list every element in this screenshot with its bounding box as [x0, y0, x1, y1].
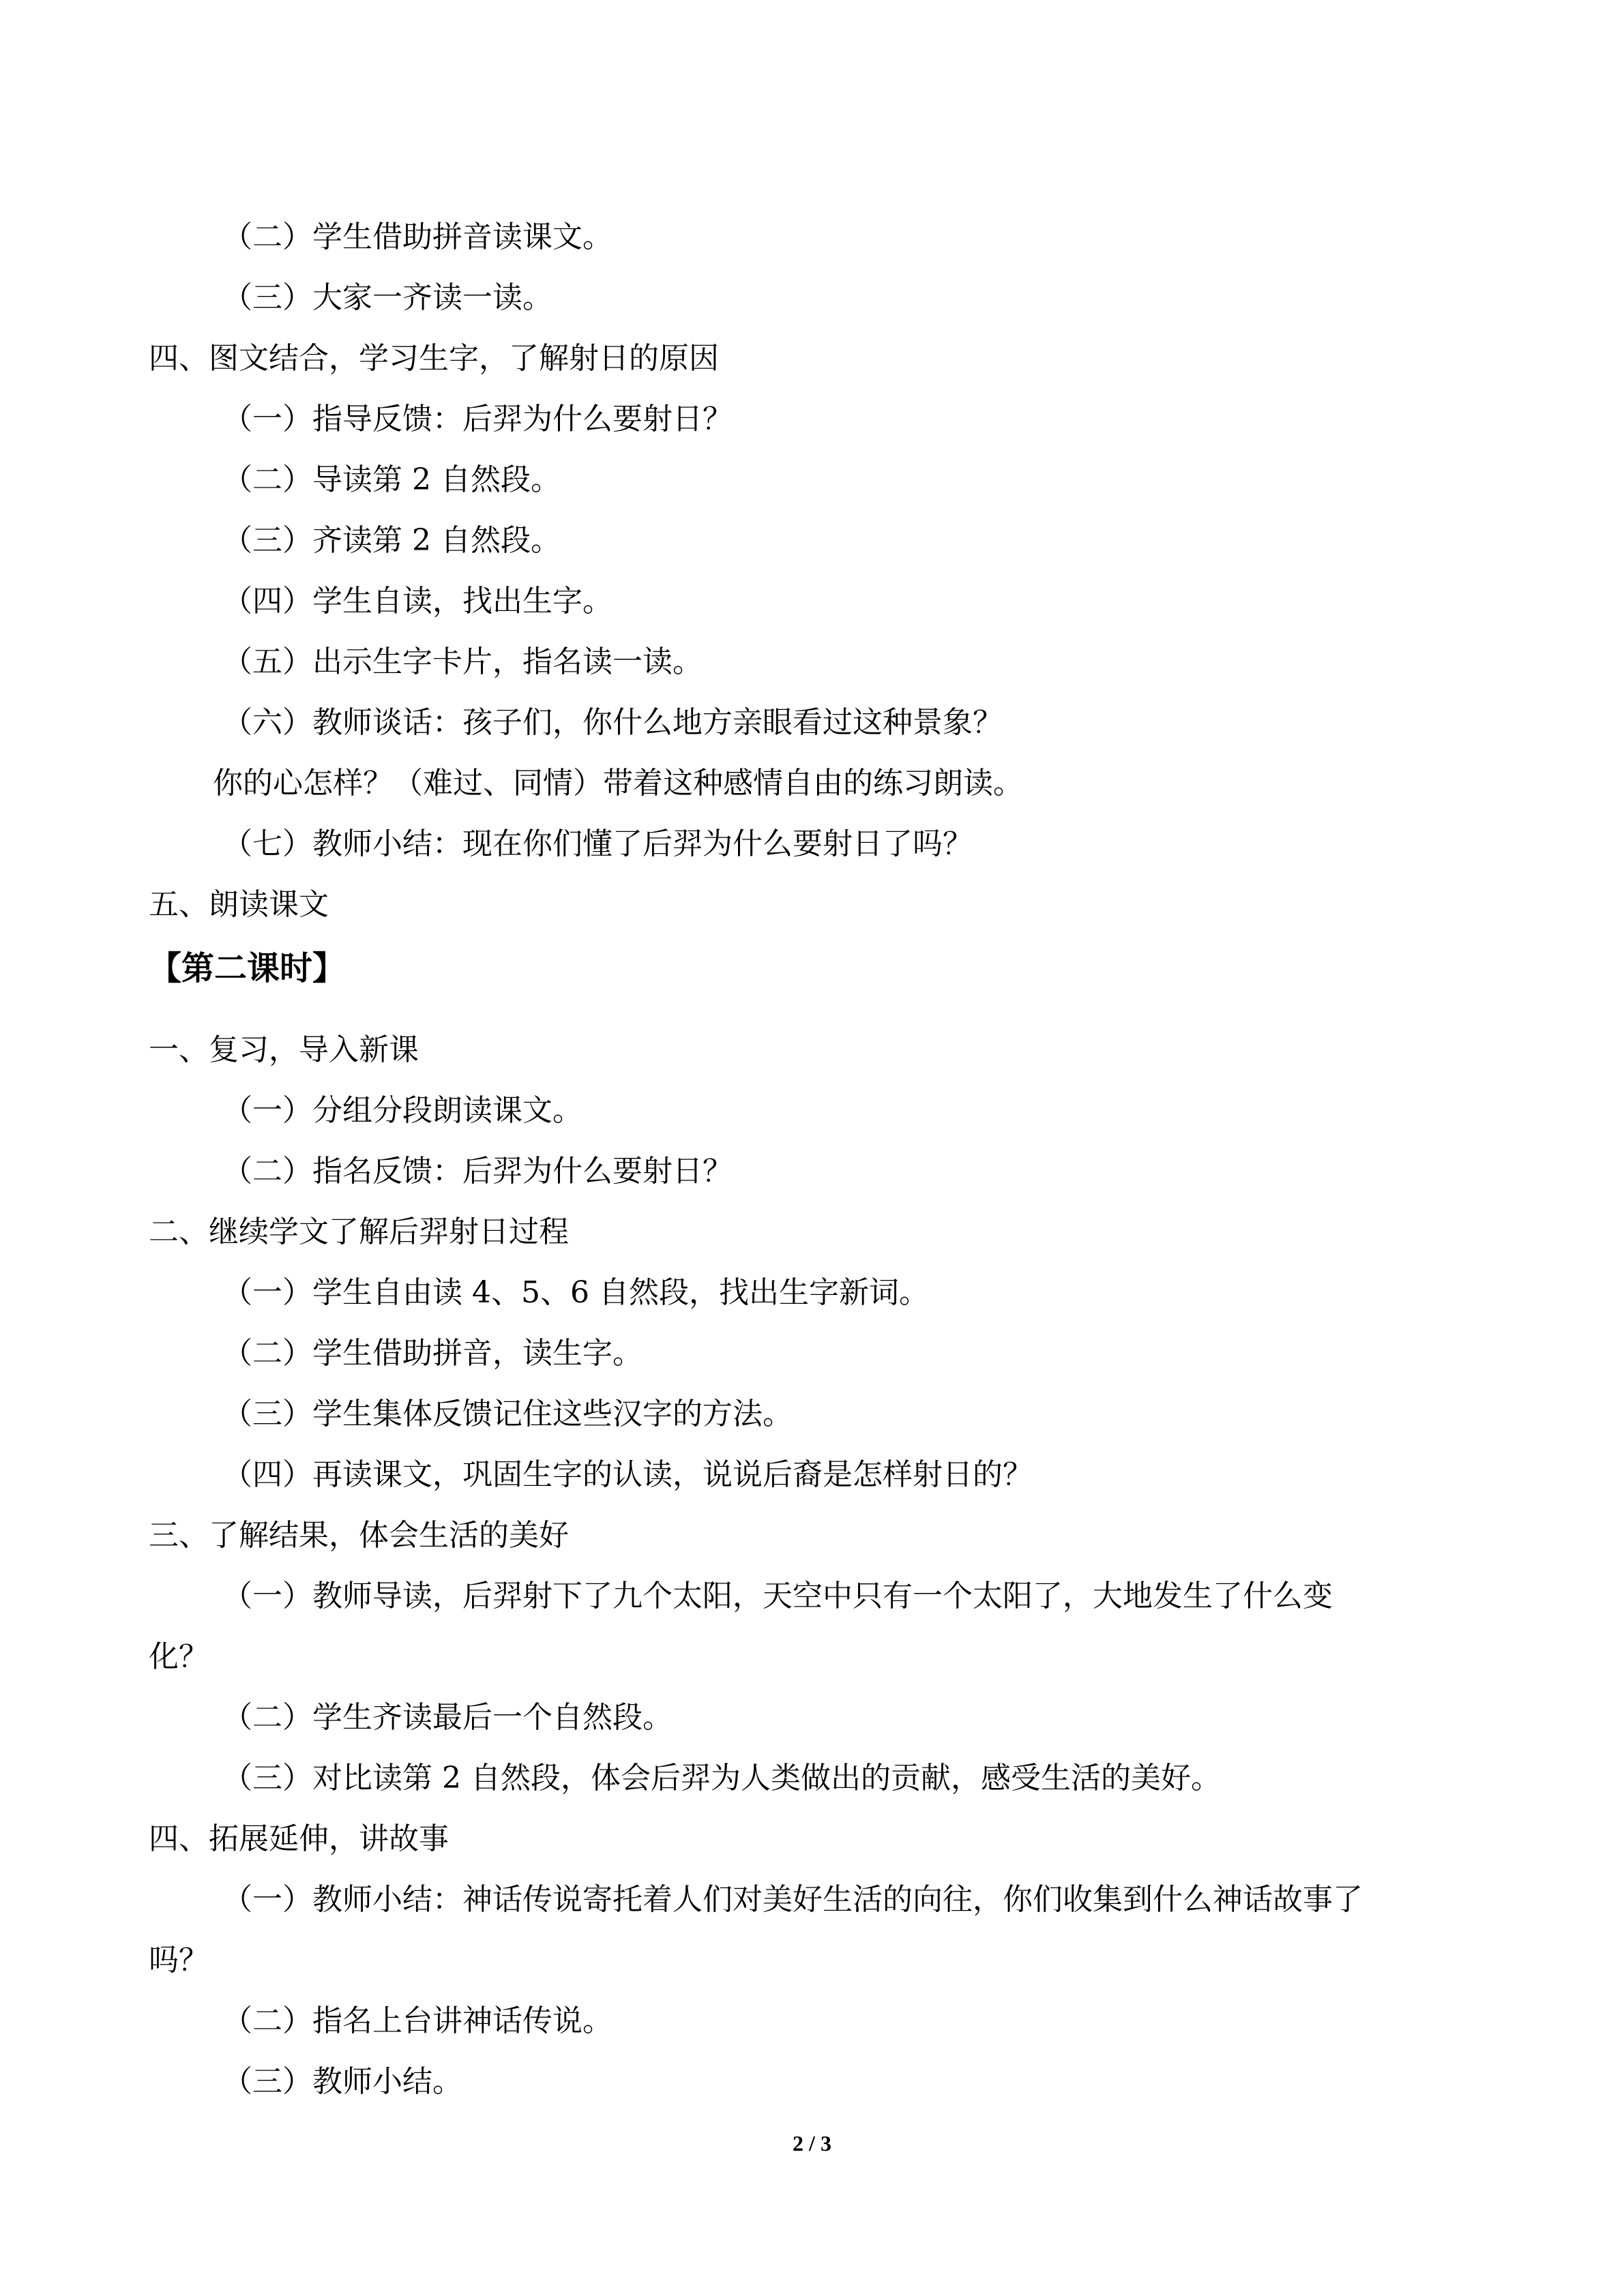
list-item: （一）教师导读，后羿射下了九个太阳，天空中只有一个太阳了，大地发生了什么变	[222, 1579, 1333, 1613]
list-item: （二）学生借助拼音，读生字。	[222, 1336, 643, 1371]
list-item-continuation: 你的心怎样？（难过、同情）带着这种感情自由的练习朗读。	[213, 766, 1023, 801]
section-heading: 二、继续学文了解后羿射日过程	[149, 1214, 569, 1249]
list-item: （一）学生自由读 4、5、6 自然段，找出生字新词。	[222, 1275, 929, 1310]
list-item: （四）学生自读，找出生字。	[222, 584, 612, 618]
list-item-continuation: 吗？	[149, 1943, 209, 1978]
list-item: （二）导读第 2 自然段。	[222, 462, 561, 497]
list-item: （三）齐读第 2 自然段。	[222, 523, 561, 558]
section-heading: 三、了解结果，体会生活的美好	[149, 1518, 569, 1553]
list-item: （二）指名上台讲神话传说。	[222, 2003, 612, 2038]
list-item: （一）教师小结：神话传说寄托着人们对美好生活的向往，你们收集到什么神话故事了	[222, 1882, 1363, 1917]
lesson-title: 【第二课时】	[149, 949, 346, 987]
list-item: （六）教师谈话：孩子们，你什么地方亲眼看过这种景象？	[222, 705, 1003, 740]
page-number: 2 / 3	[793, 2131, 831, 2156]
list-item: （五）出示生字卡片，指名读一读。	[222, 644, 703, 679]
list-item: （三）大家一齐读一读。	[222, 280, 552, 315]
list-item: （一）指导反馈：后羿为什么要射日？	[222, 402, 733, 436]
list-item-continuation: 化？	[149, 1639, 209, 1674]
list-item: （二）学生借助拼音读课文。	[222, 220, 612, 254]
list-item: （四）再读课文，巩固生字的认读，说说后裔是怎样射日的？	[222, 1457, 1033, 1492]
list-item: （三）学生集体反馈记住这些汉字的方法。	[222, 1397, 793, 1431]
list-item: （三）对比读第 2 自然段，体会后羿为人类做出的贡献，感受生活的美好。	[222, 1761, 1221, 1795]
list-item: （三）教师小结。	[222, 2064, 462, 2099]
section-heading: 五、朗读课文	[149, 887, 329, 922]
section-heading: 四、拓展延伸，讲故事	[149, 1821, 449, 1856]
list-item: （二）指名反馈：后羿为什么要射日？	[222, 1154, 733, 1189]
list-item: （七）教师小结：现在你们懂了后羿为什么要射日了吗？	[222, 826, 973, 861]
list-item: （一）分组分段朗读课文。	[222, 1093, 582, 1128]
list-item: （二）学生齐读最后一个自然段。	[222, 1700, 673, 1735]
section-heading: 四、图文结合，学习生字，了解射日的原因	[149, 341, 719, 376]
section-heading: 一、复习，导入新课	[149, 1032, 419, 1067]
